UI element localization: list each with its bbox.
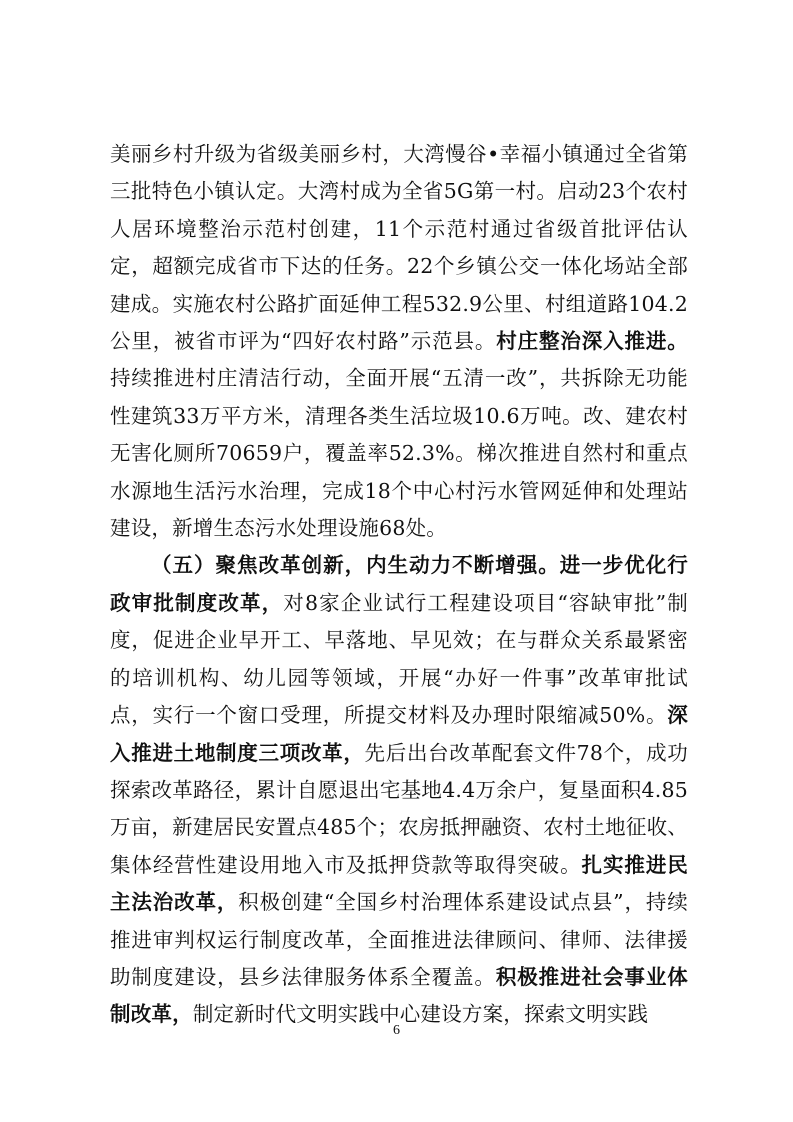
paragraph-text: 持续推进村庄清洁行动，全面开展“五清一改”，共拆除无功能性建筑33万平方米，清理各类生活垃圾10.6万吨。改、建农村无害化厕所70659户，覆盖率52.3%。梯次推进自然村和重点水源地生活污水治理，完成18个中心村污水管网延伸和处理站建设，新增生态污水处理设施68处。 xyxy=(110,366,688,541)
bold-heading-village-renovation: 村庄整治深入推进。 xyxy=(496,329,688,354)
paragraph-text: 美丽乡村升级为省级美丽乡村，大湾慢谷•幸福小镇通过全省第三批特色小镇认定。大湾村成为全省5G第一村。启动23个农村人居环境整治示范村创建，11个示范村通过省级首批评估认定，超额完成省市下达的任务。22个乡镇公交一体化场站全部建成。实施农村公路扩面延伸工程532.9公里、村组道路104.2公里，被省市评为“四好农村路”示范县。 xyxy=(110,142,688,354)
paragraph-text: 对8家企业试行工程建设项目“容缺审批”制度，促进企业早开工、早落地、早见效；在与群众关系最紧密的培训机构、幼儿园等领域，开展“办好一件事”改革审批试点，实行一个窗口受理，所提交材料及办理时限缩减50%。 xyxy=(110,590,688,728)
bold-heading-social-reform: 积极推进社会事业体制改革， xyxy=(110,964,688,1027)
paragraph-text: 先后出台改革配套文件78个，成功探索改革路径，累计自愿退出宅基地4.4万余户，复垦面积4.85万亩，新建居民安置点485个；农房抵押融资、农村土地征收、集体经营性建设用地入市及抵押贷款等取得突破。 xyxy=(110,740,688,877)
bold-heading-rule-of-law: 扎实推进民主法治改革， xyxy=(110,852,688,915)
bold-heading-section-five: （五）聚焦改革创新，内生动力不断增强。进一步优化行政审批制度改革， xyxy=(110,553,688,615)
paragraph-text: 制定新时代文明实践中心建设方案，探索文明实践 xyxy=(192,1002,649,1027)
paragraph-reform-innovation xyxy=(110,547,688,1033)
paragraph-text: 积极创建“全国乡村治理体系建设试点县”，持续推进审判权运行制度改革，全面推进法律顾问、律师、法律援助制度建设，县乡法律服务体系全覆盖。 xyxy=(110,890,688,989)
document-body xyxy=(110,136,688,1034)
page-number: 6 xyxy=(393,1023,400,1038)
paragraph-rural-revitalization xyxy=(110,136,688,547)
bold-heading-land-reform: 深入推进土地制度三项改革， xyxy=(110,703,688,765)
